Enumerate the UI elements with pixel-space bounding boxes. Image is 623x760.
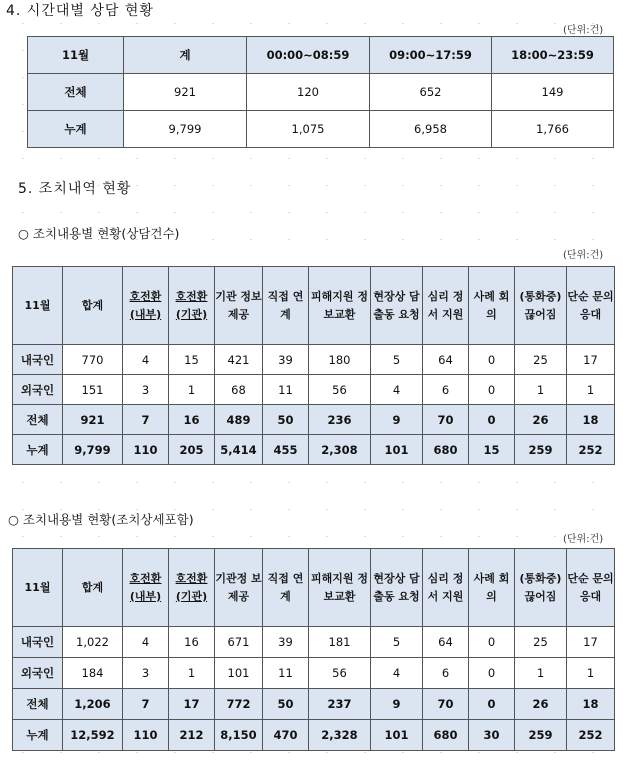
column-header-label: 피해지원 정보교환: [311, 571, 368, 603]
table-row: [13, 658, 615, 689]
table-cell: 921: [124, 74, 247, 111]
table-cell: 0: [469, 627, 515, 658]
table-cell: 1: [515, 375, 567, 405]
table-cell: 1,022: [63, 627, 123, 658]
column-header-label: 심리 정서 지원: [427, 289, 464, 321]
table-cell: 8,150: [215, 720, 263, 751]
column-header: [123, 549, 169, 627]
column-header: [169, 267, 215, 345]
column-header: [469, 549, 515, 627]
table-cell: 26: [515, 689, 567, 720]
row-label: 내국인: [13, 627, 63, 658]
table-cell: 7: [123, 405, 169, 435]
table-cell: 680: [423, 435, 469, 465]
table-cell: 6: [423, 658, 469, 689]
column-header-label: 사례 회의: [473, 571, 510, 603]
table-cell: 11: [263, 658, 309, 689]
table-cell: 489: [215, 405, 263, 435]
table-cell: 180: [309, 345, 371, 375]
table-row: [13, 345, 615, 375]
column-header-label: 호전환 (내부): [129, 289, 162, 321]
section4-title: 4. 시간대별 상담 현황: [6, 3, 154, 19]
table-cell: 70: [423, 689, 469, 720]
table-cell: 1: [567, 375, 615, 405]
column-header: [63, 267, 123, 345]
table2-unit: (단위:건): [563, 534, 604, 545]
column-header-label: (통화중) 끊어짐: [519, 289, 562, 321]
table-cell: 17: [567, 345, 615, 375]
column-header-label: 호전환 (내부): [129, 571, 162, 603]
column-header: [263, 549, 309, 627]
table-cell: 259: [515, 720, 567, 751]
column-header-label: 피해지원 정보교환: [311, 289, 368, 321]
table-cell: 421: [215, 345, 263, 375]
table-cell: 652: [370, 74, 492, 111]
table-cell: 18: [567, 405, 615, 435]
row-label: 전체: [13, 405, 63, 435]
table-cell: 101: [371, 435, 423, 465]
table-cell: 236: [309, 405, 371, 435]
table-cell: 110: [123, 720, 169, 751]
table-row: [13, 627, 615, 658]
table-cell: 15: [469, 435, 515, 465]
column-header-label: 호전환 (기관): [175, 571, 208, 603]
column-header-label: (통화중) 끊어짐: [519, 571, 562, 603]
table-cell: 9: [371, 405, 423, 435]
header-day: 09:00~17:59: [370, 37, 492, 74]
table-cell: 16: [169, 405, 215, 435]
table-cell: 64: [423, 345, 469, 375]
table-cell: 56: [309, 658, 371, 689]
table-cell: 149: [492, 74, 614, 111]
table-cell: 921: [63, 405, 123, 435]
table-cell: 17: [567, 627, 615, 658]
column-header: [123, 267, 169, 345]
row-label: 누계: [13, 435, 63, 465]
column-header: [469, 267, 515, 345]
table-cell: 212: [169, 720, 215, 751]
column-header: [63, 549, 123, 627]
column-header: [13, 267, 63, 345]
table-cell: 17: [169, 689, 215, 720]
table-cell: 56: [309, 375, 371, 405]
table-cell: 3: [123, 375, 169, 405]
table-cell: 18: [567, 689, 615, 720]
table-cell: 252: [567, 435, 615, 465]
table-cell: 1: [515, 658, 567, 689]
hourly-consultation-table: [27, 36, 614, 148]
table-cell: 101: [371, 720, 423, 751]
table-cell: 70: [423, 405, 469, 435]
column-header: [423, 267, 469, 345]
table-cell: 30: [469, 720, 515, 751]
table-cell: 259: [515, 435, 567, 465]
table-cell: 2,328: [309, 720, 371, 751]
column-header-label: 단순 문의 응대: [567, 571, 614, 603]
table-cell: 68: [215, 375, 263, 405]
table-cell: 2,308: [309, 435, 371, 465]
table-cell: 64: [423, 627, 469, 658]
column-header-label: 11월: [24, 580, 51, 594]
column-header: [423, 549, 469, 627]
table-cell: 470: [263, 720, 309, 751]
table-cell: 15: [169, 345, 215, 375]
column-header: [309, 549, 371, 627]
column-header-label: 현장상 담출동 요청: [373, 571, 420, 603]
table-cell: 11: [263, 375, 309, 405]
column-header: [515, 267, 567, 345]
table-row: [13, 689, 615, 720]
table-cell: 0: [469, 405, 515, 435]
column-header: [215, 267, 263, 345]
table-cell: 1: [169, 658, 215, 689]
column-header-label: 호전환 (기관): [175, 289, 208, 321]
table-cell: 0: [469, 658, 515, 689]
table-cell: 671: [215, 627, 263, 658]
table-cell: 25: [515, 345, 567, 375]
column-header: [263, 267, 309, 345]
table1-subtitle: ○ 조치내용별 현황(상담건수): [18, 226, 180, 241]
table-cell: 9,799: [124, 111, 247, 148]
row-label: 내국인: [13, 345, 63, 375]
column-header-label: 기관정 보제공: [215, 571, 262, 603]
table-cell: 3: [123, 658, 169, 689]
column-header-label: 합계: [81, 298, 104, 312]
column-header: [13, 549, 63, 627]
table-cell: 151: [63, 375, 123, 405]
table-cell: 9: [371, 689, 423, 720]
table-cell: 120: [247, 74, 370, 111]
table-cell: 39: [263, 627, 309, 658]
table-cell: 772: [215, 689, 263, 720]
table-cell: 252: [567, 720, 615, 751]
header-night: 00:00~08:59: [247, 37, 370, 74]
section5-title: 5. 조치내역 현황: [18, 181, 132, 197]
column-header-label: 11월: [24, 298, 51, 312]
table-row: [13, 375, 615, 405]
table-cell: 1,206: [63, 689, 123, 720]
table-cell: 4: [123, 627, 169, 658]
table-cell: 237: [309, 689, 371, 720]
table-cell: 9,799: [63, 435, 123, 465]
header-evening: 18:00~23:59: [492, 37, 614, 74]
column-header-label: 사례 회의: [473, 289, 510, 321]
table-cell: 0: [469, 375, 515, 405]
table-row: [13, 720, 615, 751]
table-cell: 181: [309, 627, 371, 658]
table-row: [28, 74, 614, 111]
header-month: 11월: [28, 37, 124, 74]
column-header: [567, 549, 615, 627]
table-cell: 184: [63, 658, 123, 689]
table-cell: 680: [423, 720, 469, 751]
column-header: [567, 267, 615, 345]
table1-unit: (단위:건): [563, 250, 604, 261]
table-cell: 455: [263, 435, 309, 465]
column-header-label: 기관 정보 제공: [215, 289, 262, 321]
column-header-label: 단순 문의 응대: [567, 289, 614, 321]
column-header: [309, 267, 371, 345]
table-cell: 6: [423, 375, 469, 405]
column-header: [215, 549, 263, 627]
column-header-label: 직접 연계: [267, 571, 304, 603]
row-label: 전체: [13, 689, 63, 720]
column-header: [169, 549, 215, 627]
table-cell: 5: [371, 345, 423, 375]
section4-unit: (단위:건): [563, 25, 604, 36]
table-cell: 770: [63, 345, 123, 375]
table-cell: 0: [469, 345, 515, 375]
header-total: 계: [124, 37, 247, 74]
column-header: [371, 267, 423, 345]
table-cell: 101: [215, 658, 263, 689]
table2-subtitle: ○ 조치내용별 현황(조치상세포함): [8, 512, 194, 527]
table-cell: 1: [169, 375, 215, 405]
table-cell: 1,075: [247, 111, 370, 148]
table-cell: 4: [371, 375, 423, 405]
column-header: [515, 549, 567, 627]
column-header-label: 심리 정서 지원: [427, 571, 464, 603]
row-label: 외국인: [13, 375, 63, 405]
table-cell: 7: [123, 689, 169, 720]
table-cell: 25: [515, 627, 567, 658]
row-label: 누계: [13, 720, 63, 751]
row-label: 누계: [28, 111, 124, 148]
table-row: [13, 405, 615, 435]
table-cell: 39: [263, 345, 309, 375]
column-header: [371, 549, 423, 627]
table-cell: 0: [469, 689, 515, 720]
table-row: [13, 435, 615, 465]
table-cell: 5,414: [215, 435, 263, 465]
table-cell: 26: [515, 405, 567, 435]
row-label: 전체: [28, 74, 124, 111]
table-cell: 110: [123, 435, 169, 465]
action-table-detailed: [12, 548, 615, 751]
action-table-consultations: [12, 266, 615, 465]
table-cell: 6,958: [370, 111, 492, 148]
column-header-label: 직접 연계: [267, 289, 304, 321]
table-cell: 5: [371, 627, 423, 658]
table-row: [28, 111, 614, 148]
column-header-label: 현장상 담출동 요청: [373, 289, 420, 321]
table-cell: 50: [263, 405, 309, 435]
table-cell: 16: [169, 627, 215, 658]
table-cell: 1: [567, 658, 615, 689]
table-cell: 4: [371, 658, 423, 689]
table-cell: 4: [123, 345, 169, 375]
column-header-label: 합계: [81, 580, 104, 594]
row-label: 외국인: [13, 658, 63, 689]
table-cell: 1,766: [492, 111, 614, 148]
table-cell: 12,592: [63, 720, 123, 751]
table-cell: 50: [263, 689, 309, 720]
table-cell: 205: [169, 435, 215, 465]
